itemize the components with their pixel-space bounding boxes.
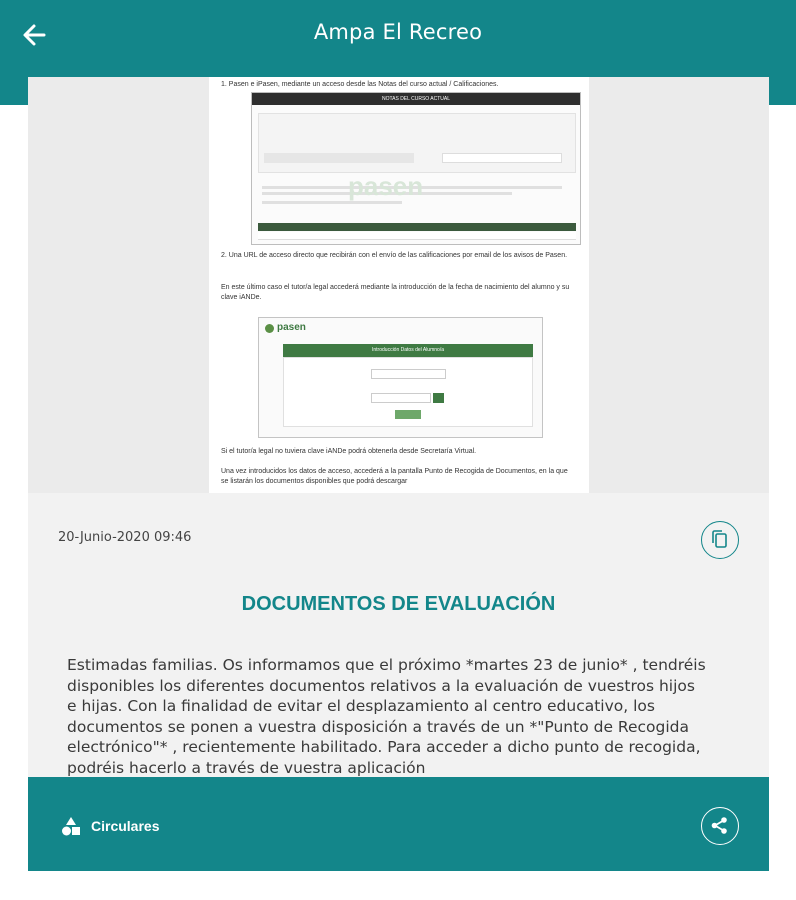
- copy-icon: [702, 522, 737, 557]
- login-form-header: Introducción Datos del Alumno/a: [283, 344, 533, 357]
- doc-screenshot-notas: [251, 92, 581, 245]
- post-date: 20-Junio-2020 09:46: [58, 530, 192, 545]
- category-name: Circulares: [91, 818, 160, 834]
- doc-paragraph-2: Si el tutor/a legal no tuviera clave iANDe podrá obtenerla desde Secretaría Virtual.: [221, 448, 477, 455]
- post-card: [28, 77, 769, 871]
- shapes-icon: [60, 815, 82, 837]
- post-body: Estimadas familias. Os informamos que el próximo *martes 23 de junio* , tendréis disponibles los diferentes documentos relativos a la evaluación de vuestros hijos e hijas. Con la finalidad de evitar el desplazamiento al centro educativo, los documentos se ponen a vuestra disposición a través de un *"Punto de Recogida electrónico"* , recientemente habilitado. Para acceder a dicho punto de recogida, podréis hacerlo a través de vuestra aplicación: [67, 656, 706, 777]
- doc-screenshot-login: [258, 317, 543, 438]
- doc-item-1: 1. Pasen e iPasen, mediante un acceso desde las Notas del curso actual / Calificaciones.: [221, 81, 499, 88]
- doc-item-2: 2. Una URL de acceso directo que recibirán con el envío de las calificaciones por email de los avisos de Pasen.: [221, 252, 568, 259]
- document-preview: [209, 77, 589, 493]
- share-icon: [702, 808, 737, 843]
- post-footer: [28, 777, 769, 871]
- pasen-watermark: pasen: [348, 171, 424, 201]
- post-image[interactable]: [28, 77, 769, 493]
- post-title: DOCUMENTOS DE EVALUACIÓN: [241, 593, 556, 615]
- copy-button[interactable]: [701, 521, 739, 559]
- share-button[interactable]: [701, 807, 739, 845]
- pasen-logo-icon: [265, 324, 274, 333]
- doc-screenshot-title: NOTAS DEL CURSO ACTUAL: [252, 93, 580, 105]
- pasen-logo: pasen: [277, 322, 306, 333]
- category-label[interactable]: [60, 815, 159, 837]
- app-title: Ampa El Recreo: [313, 20, 483, 44]
- doc-paragraph-3: Una vez introducidos los datos de acceso, accederá a la pantalla Punto de Recogida de Documentos, en la que se listarán los documentos disponibles que podrá descargar: [221, 468, 568, 486]
- doc-paragraph-1: En este último caso el tutor/a legal accederá mediante la introducción de la fecha de nacimiento del alumno y su clave iANDe.: [221, 284, 570, 302]
